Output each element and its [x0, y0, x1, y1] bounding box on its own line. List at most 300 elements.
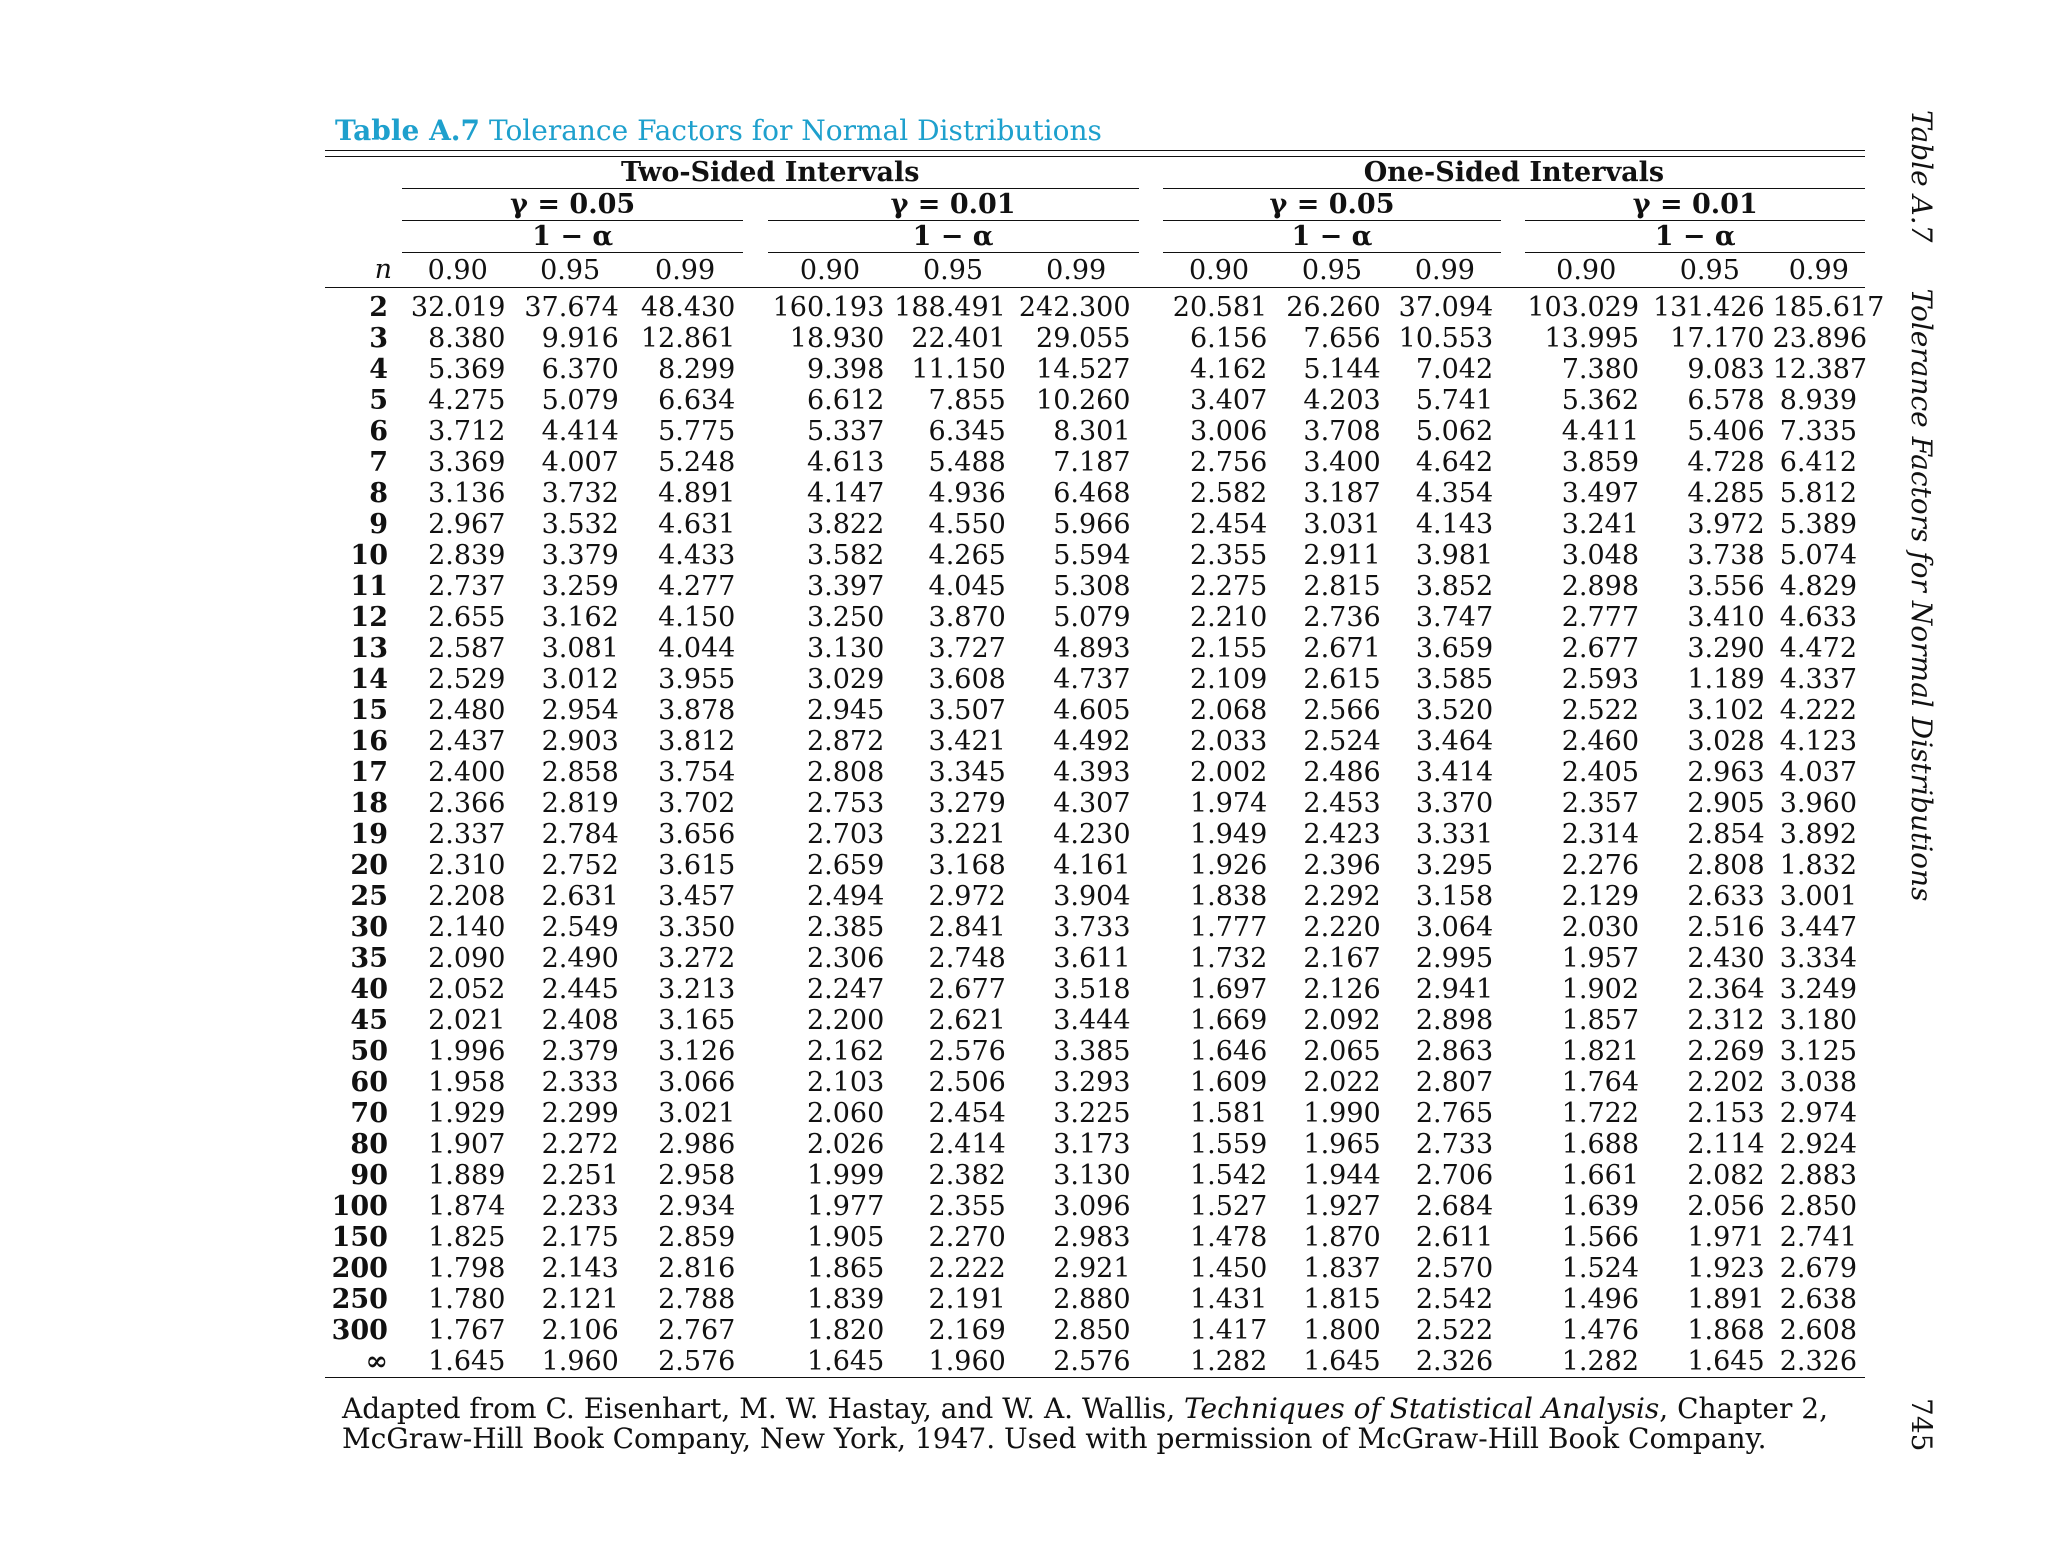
- table-cell: 2.065: [1303, 1036, 1381, 1067]
- table-title-text: Tolerance Factors for Normal Distributions: [488, 114, 1102, 147]
- row-n-value: 20: [350, 850, 388, 881]
- row-n-value: 11: [350, 571, 388, 602]
- table-row: [325, 1315, 1865, 1346]
- table-cell: 3.350: [658, 912, 736, 943]
- footnote-book-title: Techniques of Statistical Analysis: [1184, 1392, 1660, 1425]
- table-cell: 2.355: [1189, 540, 1268, 571]
- table-cell: 3.972: [1687, 509, 1765, 540]
- table-cell: 23.896: [1772, 323, 1868, 354]
- table-cell: 5.369: [428, 354, 506, 385]
- table-cell: 1.478: [1189, 1222, 1268, 1253]
- table-cell: 2.437: [428, 726, 506, 757]
- table-cell: 3.812: [658, 726, 736, 757]
- table-row: [325, 695, 1865, 726]
- table-cell: 4.642: [1415, 447, 1494, 478]
- table-cell: 2.454: [928, 1098, 1006, 1129]
- table-cell: 4.633: [1779, 602, 1857, 633]
- table-cell: 6.345: [928, 416, 1006, 447]
- table-row: [325, 881, 1865, 912]
- table-cell: 2.638: [1779, 1284, 1857, 1315]
- table-cell: 1.542: [1189, 1160, 1268, 1191]
- table-cell: 8.299: [658, 354, 736, 385]
- table-cell: 4.337: [1779, 664, 1857, 695]
- table-cell: 1.688: [1561, 1129, 1640, 1160]
- table-cell: 3.556: [1687, 571, 1765, 602]
- table-cell: 2.379: [541, 1036, 619, 1067]
- table-cell: 3.822: [806, 509, 885, 540]
- table-cell: 4.143: [1415, 509, 1494, 540]
- table-cell: 3.754: [658, 757, 736, 788]
- one-minus-alpha-header: 1 − α: [768, 221, 1139, 253]
- table-cell: 188.491: [894, 292, 1006, 323]
- table-cell: 1.767: [428, 1315, 506, 1346]
- table-cell: 2.208: [428, 881, 506, 912]
- table-cell: 1.929: [428, 1098, 506, 1129]
- table-cell: 2.684: [1415, 1191, 1494, 1222]
- column-header: 0.90: [768, 253, 893, 288]
- table-cell: 2.542: [1415, 1284, 1494, 1315]
- row-n-value: 14: [350, 664, 388, 695]
- table-cell: 12.861: [640, 323, 736, 354]
- footnote-text-end: , Chapter 2, McGraw-Hill Book Company, New York, 1947. Used with permission of McGraw-Hill Book Company.: [342, 1392, 1828, 1455]
- table-cell: 2.615: [1303, 664, 1381, 695]
- table-cell: 2.898: [1415, 1005, 1494, 1036]
- table-cell: 3.955: [658, 664, 736, 695]
- table-cell: 2.841: [928, 912, 1006, 943]
- table-cell: 1.639: [1561, 1191, 1640, 1222]
- table-cell: 2.494: [806, 881, 885, 912]
- table-cell: 1.431: [1189, 1284, 1268, 1315]
- table-cell: 2.002: [1189, 757, 1268, 788]
- table-row: [325, 1222, 1865, 1253]
- table-cell: 5.389: [1779, 509, 1857, 540]
- table-cell: 2.807: [1415, 1067, 1494, 1098]
- table-cell: 1.971: [1687, 1222, 1765, 1253]
- table-cell: 11.150: [911, 354, 1006, 385]
- table-cell: 2.921: [1053, 1253, 1131, 1284]
- table-cell: 5.406: [1687, 416, 1765, 447]
- table-cell: 3.385: [1053, 1036, 1131, 1067]
- table-cell: 1.496: [1561, 1284, 1640, 1315]
- table-cell: 2.408: [541, 1005, 619, 1036]
- table-cell: 2.611: [1415, 1222, 1494, 1253]
- table-cell: 2.587: [428, 633, 506, 664]
- table-cell: 2.756: [1189, 447, 1268, 478]
- table-cell: 3.582: [806, 540, 885, 571]
- row-n-value: 70: [350, 1098, 388, 1129]
- column-header: 0.90: [402, 253, 513, 288]
- table-cell: 2.566: [1303, 695, 1381, 726]
- table-cell: 1.999: [806, 1160, 885, 1191]
- table-cell: 4.411: [1561, 416, 1640, 447]
- table-cell: 10.260: [1036, 385, 1131, 416]
- row-n-value: 200: [331, 1253, 388, 1284]
- table-row: [325, 1253, 1865, 1284]
- one-minus-alpha-header: 1 − α: [1163, 221, 1501, 253]
- table-cell: 9.916: [541, 323, 619, 354]
- table-cell: 3.397: [806, 571, 885, 602]
- table-cell: 4.222: [1779, 695, 1857, 726]
- table-cell: 3.414: [1415, 757, 1494, 788]
- table-cell: 3.708: [1303, 416, 1381, 447]
- table-cell: 1.645: [402, 1346, 513, 1378]
- table-cell: 2.958: [658, 1160, 736, 1191]
- table-cell: 1.282: [1163, 1346, 1275, 1378]
- table-cell: 1.527: [1189, 1191, 1268, 1222]
- table-cell: 2.357: [1561, 788, 1640, 819]
- table-cell: 6.468: [1053, 478, 1131, 509]
- table-row: [325, 1129, 1865, 1160]
- table-cell: 2.326: [1389, 1346, 1501, 1378]
- row-n-value: 10: [350, 540, 388, 571]
- table-cell: 2.090: [428, 943, 506, 974]
- table-cell: 2.659: [806, 850, 885, 881]
- table-cell: 3.293: [1053, 1067, 1131, 1098]
- table-cell: 3.130: [1053, 1160, 1131, 1191]
- table-cell: 4.893: [1053, 633, 1131, 664]
- table-cell: 2.506: [928, 1067, 1006, 1098]
- table-cell: 2.460: [1561, 726, 1640, 757]
- table-cell: 131.426: [1652, 292, 1765, 323]
- table-cell: 2.364: [1687, 974, 1765, 1005]
- table-cell: 3.126: [658, 1036, 736, 1067]
- row-n-value: 5: [369, 385, 388, 416]
- table-cell: 3.001: [1779, 881, 1857, 912]
- table-cell: 2.934: [658, 1191, 736, 1222]
- table-cell: 2.967: [428, 509, 506, 540]
- table-cell: 2.140: [428, 912, 506, 943]
- table-cell: 2.030: [1561, 912, 1640, 943]
- group-header-row: [325, 157, 1865, 189]
- table-row: [325, 416, 1865, 447]
- table-cell: 3.960: [1779, 788, 1857, 819]
- column-header: 0.99: [1014, 253, 1139, 288]
- gamma-header-one-005: γ = 0.05: [1163, 189, 1501, 221]
- table-cell: 2.272: [541, 1129, 619, 1160]
- table-cell: 3.102: [1687, 695, 1765, 726]
- table-cell: 4.045: [928, 571, 1006, 602]
- table-row: [325, 1284, 1865, 1315]
- table-cell: 3.064: [1415, 912, 1494, 943]
- table-cell: 1.905: [806, 1222, 885, 1253]
- table-cell: 4.433: [658, 540, 736, 571]
- table-cell: 22.401: [911, 323, 1006, 354]
- table-cell: 9.398: [806, 354, 885, 385]
- table-cell: 7.042: [1415, 354, 1494, 385]
- table-cell: 3.904: [1053, 881, 1131, 912]
- table-cell: 2.963: [1687, 757, 1765, 788]
- table-cell: 4.007: [541, 447, 619, 478]
- table-cell: 2.026: [806, 1129, 885, 1160]
- table-cell: 4.354: [1415, 478, 1494, 509]
- table-cell: 3.021: [658, 1098, 736, 1129]
- column-header: 0.90: [1525, 253, 1647, 288]
- table-cell: 2.114: [1687, 1129, 1765, 1160]
- table-cell: 1.960: [892, 1346, 1014, 1378]
- table-cell: 5.079: [1053, 602, 1131, 633]
- table-cell: 1.777: [1189, 912, 1268, 943]
- table-cell: 2.631: [541, 881, 619, 912]
- table-cell: 2.516: [1687, 912, 1765, 943]
- table-cell: 4.147: [806, 478, 885, 509]
- table-cell: 3.410: [1687, 602, 1765, 633]
- table-cell: 3.507: [928, 695, 1006, 726]
- table-cell: 1.949: [1189, 819, 1268, 850]
- table-cell: 1.868: [1687, 1315, 1765, 1346]
- row-n-value: 90: [350, 1160, 388, 1191]
- table-cell: 2.808: [1687, 850, 1765, 881]
- table-row: [325, 1346, 1865, 1378]
- table-cell: 2.247: [806, 974, 885, 1005]
- table-cell: 1.957: [1561, 943, 1640, 974]
- table-cell: 2.522: [1415, 1315, 1494, 1346]
- table-cell: 4.265: [928, 540, 1006, 571]
- table-cell: 3.447: [1779, 912, 1857, 943]
- table-cell: 1.977: [806, 1191, 885, 1222]
- running-header-label: Table A.7: [1905, 110, 1938, 243]
- table-cell: 20.581: [1172, 292, 1268, 323]
- table-cell: 2.703: [806, 819, 885, 850]
- table-cell: 2.052: [428, 974, 506, 1005]
- row-n-value: 9: [369, 509, 388, 540]
- table-cell: 2.903: [541, 726, 619, 757]
- table-cell: 2.060: [806, 1098, 885, 1129]
- table-cell: 1.907: [428, 1129, 506, 1160]
- table-cell: 2.767: [658, 1315, 736, 1346]
- column-header-row: [325, 253, 1865, 288]
- table-cell: 3.130: [806, 633, 885, 664]
- table-cell: 5.308: [1053, 571, 1131, 602]
- table-cell: 1.865: [806, 1253, 885, 1284]
- table-cell: 1.874: [428, 1191, 506, 1222]
- row-n-value: 8: [369, 478, 388, 509]
- table-cell: 2.753: [806, 788, 885, 819]
- table-cell: 5.362: [1561, 385, 1640, 416]
- table-cell: 1.965: [1303, 1129, 1381, 1160]
- table-cell: 2.679: [1779, 1253, 1857, 1284]
- table-body: [325, 288, 1885, 1378]
- table-cell: 1.417: [1189, 1315, 1268, 1346]
- table-cell: 2.430: [1687, 943, 1765, 974]
- table-cell: 2.337: [428, 819, 506, 850]
- table-row: [325, 757, 1865, 788]
- table-cell: 2.233: [541, 1191, 619, 1222]
- table-cell: 2.082: [1687, 1160, 1765, 1191]
- table-cell: 5.337: [806, 416, 885, 447]
- table-cell: 7.656: [1303, 323, 1381, 354]
- table-cell: 1.282: [1525, 1346, 1647, 1378]
- table-cell: 5.074: [1779, 540, 1857, 571]
- table-cell: 3.747: [1415, 602, 1494, 633]
- table-cell: 3.136: [428, 478, 506, 509]
- table-cell: 4.044: [658, 633, 736, 664]
- table-cell: 5.594: [1053, 540, 1131, 571]
- table-cell: 4.123: [1779, 726, 1857, 757]
- table-cell: 3.031: [1303, 509, 1381, 540]
- table-cell: 2.022: [1303, 1067, 1381, 1098]
- table-cell: 17.170: [1670, 323, 1765, 354]
- tolerance-factors-table: [325, 157, 1885, 1378]
- table-cell: 3.859: [1561, 447, 1640, 478]
- one-minus-alpha-row: [325, 221, 1865, 253]
- table-cell: 2.068: [1189, 695, 1268, 726]
- table-cell: 1.189: [1687, 664, 1765, 695]
- table-cell: 5.741: [1415, 385, 1494, 416]
- table-row: [325, 509, 1865, 540]
- table-row: [325, 943, 1865, 974]
- table-cell: 2.986: [658, 1129, 736, 1160]
- table-cell: 3.457: [658, 881, 736, 912]
- table-cell: 7.380: [1561, 354, 1640, 385]
- table-cell: 3.162: [541, 602, 619, 633]
- column-header: 0.99: [1389, 253, 1501, 288]
- table-cell: 4.728: [1687, 447, 1765, 478]
- table-cell: 2.777: [1561, 602, 1640, 633]
- table-cell: 3.241: [1561, 509, 1640, 540]
- table-row: [325, 1005, 1865, 1036]
- table-cell: 3.066: [658, 1067, 736, 1098]
- table-cell: 3.738: [1687, 540, 1765, 571]
- table-cell: 2.522: [1561, 695, 1640, 726]
- table-cell: 3.520: [1415, 695, 1494, 726]
- table-cell: 2.306: [806, 943, 885, 974]
- table-cell: 4.161: [1053, 850, 1131, 881]
- table-cell: 3.334: [1779, 943, 1857, 974]
- column-header: 0.99: [1773, 253, 1865, 288]
- row-n-value: 6: [369, 416, 388, 447]
- table-cell: 3.213: [658, 974, 736, 1005]
- table-cell: 2.310: [428, 850, 506, 881]
- row-n-value: 17: [350, 757, 388, 788]
- row-n-value: ∞: [325, 1346, 402, 1378]
- one-minus-alpha-header: 1 − α: [1525, 221, 1865, 253]
- table-cell: 2.414: [928, 1129, 1006, 1160]
- table-cell: 103.029: [1527, 292, 1640, 323]
- table-cell: 1.958: [428, 1067, 506, 1098]
- table-cell: 2.784: [541, 819, 619, 850]
- table-cell: 1.645: [1275, 1346, 1388, 1378]
- table-cell: 3.125: [1779, 1036, 1857, 1067]
- row-n-value: 18: [350, 788, 388, 819]
- table-cell: 4.275: [428, 385, 506, 416]
- table-cell: 37.094: [1398, 292, 1494, 323]
- table-cell: 2.815: [1303, 571, 1381, 602]
- table-cell: 2.382: [928, 1160, 1006, 1191]
- table-cell: 2.974: [1779, 1098, 1857, 1129]
- table-cell: 2.366: [428, 788, 506, 819]
- table-cell: 3.048: [1561, 540, 1640, 571]
- table-cell: 3.852: [1415, 571, 1494, 602]
- table-cell: 3.407: [1189, 385, 1268, 416]
- table-cell: 4.277: [658, 571, 736, 602]
- table-cell: 3.295: [1415, 850, 1494, 881]
- table-cell: 3.250: [806, 602, 885, 633]
- table-cell: 2.129: [1561, 881, 1640, 912]
- table-cell: 185.617: [1772, 292, 1885, 323]
- table-cell: 2.106: [541, 1315, 619, 1346]
- table-cell: 2.671: [1303, 633, 1381, 664]
- table-cell: 242.300: [1018, 292, 1131, 323]
- table-cell: 2.299: [541, 1098, 619, 1129]
- row-n-value: 3: [369, 323, 388, 354]
- table-cell: 1.581: [1189, 1098, 1268, 1129]
- table-cell: 2.954: [541, 695, 619, 726]
- table-cell: 3.732: [541, 478, 619, 509]
- table-cell: 4.492: [1053, 726, 1131, 757]
- table-cell: 2.765: [1415, 1098, 1494, 1129]
- table-cell: 3.656: [658, 819, 736, 850]
- table-cell: 2.405: [1561, 757, 1640, 788]
- table-cell: 3.259: [541, 571, 619, 602]
- table-cell: 2.021: [428, 1005, 506, 1036]
- table-cell: 5.488: [928, 447, 1006, 478]
- column-header: 0.95: [1647, 253, 1773, 288]
- table-row: [325, 354, 1865, 385]
- table-cell: 4.936: [928, 478, 1006, 509]
- table-cell: 3.421: [928, 726, 1006, 757]
- table-cell: 2.275: [1189, 571, 1268, 602]
- table-cell: 2.741: [1779, 1222, 1857, 1253]
- table-cell: 2.816: [658, 1253, 736, 1284]
- table-cell: 2.706: [1415, 1160, 1494, 1191]
- table-cell: 3.081: [541, 633, 619, 664]
- row-n-value: 16: [350, 726, 388, 757]
- table-cell: 2.490: [541, 943, 619, 974]
- table-cell: 2.880: [1053, 1284, 1131, 1315]
- table-row: [325, 571, 1865, 602]
- row-n-value: 7: [369, 447, 388, 478]
- table-cell: 2.593: [1561, 664, 1640, 695]
- row-n-value: 150: [331, 1222, 388, 1253]
- table-row: [325, 1191, 1865, 1222]
- table-cell: 5.966: [1053, 509, 1131, 540]
- table-title-label: Table A.7: [335, 114, 481, 147]
- table-cell: 2.858: [541, 757, 619, 788]
- table-cell: 2.175: [541, 1222, 619, 1253]
- tolerance-table-container: [325, 150, 1885, 1378]
- table-cell: 1.646: [1189, 1036, 1268, 1067]
- gamma-header-two-001: γ = 0.01: [768, 189, 1139, 221]
- column-header: 0.95: [892, 253, 1014, 288]
- row-n-value: 45: [350, 1005, 388, 1036]
- table-cell: 3.029: [806, 664, 885, 695]
- table-cell: 2.270: [928, 1222, 1006, 1253]
- table-cell: 1.974: [1189, 788, 1268, 819]
- table-cell: 7.187: [1053, 447, 1131, 478]
- table-cell: 2.752: [541, 850, 619, 881]
- table-cell: 2.819: [541, 788, 619, 819]
- row-n-value: 13: [350, 633, 388, 664]
- row-n-value: 250: [331, 1284, 388, 1315]
- table-cell: 2.883: [1779, 1160, 1857, 1191]
- table-cell: 1.780: [428, 1284, 506, 1315]
- table-cell: 2.454: [1189, 509, 1268, 540]
- table-cell: 2.153: [1687, 1098, 1765, 1129]
- table-cell: 2.222: [928, 1253, 1006, 1284]
- table-cell: 32.019: [410, 292, 506, 323]
- table-cell: 2.326: [1773, 1346, 1865, 1378]
- table-cell: 2.092: [1303, 1005, 1381, 1036]
- table-cell: 2.788: [658, 1284, 736, 1315]
- table-cell: 3.870: [928, 602, 1006, 633]
- table-cell: 1.944: [1303, 1160, 1381, 1191]
- table-row: [325, 850, 1865, 881]
- gamma-header-one-001: γ = 0.01: [1525, 189, 1865, 221]
- table-cell: 2.276: [1561, 850, 1640, 881]
- table-cell: 3.379: [541, 540, 619, 571]
- table-cell: 4.307: [1053, 788, 1131, 819]
- table-cell: 2.872: [806, 726, 885, 757]
